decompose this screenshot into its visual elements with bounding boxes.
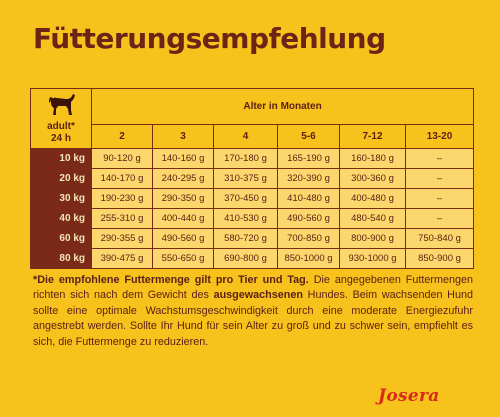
amount-cell: 290-350 g [153, 189, 214, 209]
amount-cell: – [406, 169, 474, 189]
weight-cell: 80 kg [31, 249, 92, 269]
feeding-table [30, 88, 474, 269]
amount-cell: 160-180 g [340, 149, 406, 169]
page-title: Fütterungsempfehlung [33, 22, 386, 55]
amount-cell: 170-180 g [214, 149, 278, 169]
weight-cell: 20 kg [31, 169, 92, 189]
table-row [31, 189, 474, 209]
amount-cell: 490-560 g [153, 229, 214, 249]
footnote-text-1: Die angegebenen Futtermengen richten sich nach dem Gewicht des [33, 274, 474, 302]
table-row [31, 229, 474, 249]
table-row [31, 209, 474, 229]
table-row [31, 169, 474, 189]
header-corner-cell [31, 89, 92, 149]
column-header: 7-12 [340, 125, 406, 149]
amount-cell: 800-900 g [340, 229, 406, 249]
amount-cell: 370-450 g [214, 189, 278, 209]
amount-cell: – [406, 149, 474, 169]
amount-cell: 290-355 g [92, 229, 153, 249]
table-row [31, 249, 474, 269]
header-label-24h: 24 h [50, 132, 71, 144]
amount-cell: 750-840 g [406, 229, 474, 249]
dog-icon [48, 92, 76, 116]
amount-cell: 480-540 g [340, 209, 406, 229]
amount-cell: 90-120 g [92, 149, 153, 169]
amount-cell: 300-360 g [340, 169, 406, 189]
josera-logo: Josera [378, 386, 440, 406]
amount-cell: 240-295 g [153, 169, 214, 189]
column-header: 3 [153, 125, 214, 149]
footnote-bold-1: *Die empfohlene Futtermenge gilt pro Tier und Tag. [33, 274, 309, 286]
column-header: 2 [92, 125, 153, 149]
column-header: 4 [214, 125, 278, 149]
header-label-adult: adult* [47, 120, 75, 132]
amount-cell: 690-800 g [214, 249, 278, 269]
table-row [31, 149, 474, 169]
weight-cell: 10 kg [31, 149, 92, 169]
amount-cell: 255-310 g [92, 209, 153, 229]
amount-cell: 490-560 g [278, 209, 340, 229]
amount-cell: – [406, 209, 474, 229]
amount-cell: 400-480 g [340, 189, 406, 209]
amount-cell: 310-375 g [214, 169, 278, 189]
amount-cell: 400-440 g [153, 209, 214, 229]
amount-cell: 140-160 g [153, 149, 214, 169]
amount-cell: 930-1000 g [340, 249, 406, 269]
amount-cell: 165-190 g [278, 149, 340, 169]
amount-cell: 410-530 g [214, 209, 278, 229]
weight-cell: 60 kg [31, 229, 92, 249]
amount-cell: 580-720 g [214, 229, 278, 249]
amount-cell: 700-850 g [278, 229, 340, 249]
amount-cell: – [406, 189, 474, 209]
amount-cell: 850-1000 g [278, 249, 340, 269]
amount-cell: 320-390 g [278, 169, 340, 189]
weight-cell: 40 kg [31, 209, 92, 229]
amount-cell: 190-230 g [92, 189, 153, 209]
column-header: 5-6 [278, 125, 340, 149]
weight-cell: 30 kg [31, 189, 92, 209]
amount-cell: 410-480 g [278, 189, 340, 209]
amount-cell: 550-650 g [153, 249, 214, 269]
amount-cell: 850-900 g [406, 249, 474, 269]
amount-cell: 140-170 g [92, 169, 153, 189]
footnote-bold-2: ausgewachsenen [213, 289, 303, 302]
column-header: 13-20 [406, 125, 474, 149]
amount-cell: 390-475 g [92, 249, 153, 269]
footnote-text-2: Hundes. Beim wachsenden Hund sollte eine optimale Wachstumsgeschwindigkeit durch eine moderate Energiezufuhr angestrebt werden. Sollte Ihr Hund für sein Alter zu groß und zu schwer sein, empfiehlt es sich, die Futtermenge zu reduzieren. [33, 289, 473, 348]
age-group-header: Alter in Monaten [92, 89, 474, 125]
footnote [33, 273, 473, 350]
